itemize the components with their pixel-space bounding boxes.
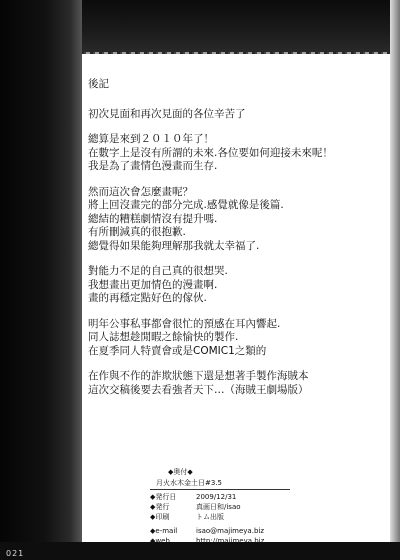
colophon-row-web — [150, 536, 290, 546]
colophon-title: ◆奥付◆ — [168, 468, 193, 476]
text-line: 將上回沒畫完的部分完成.感覺就像是後篇. — [88, 199, 284, 211]
paragraph-4 — [88, 265, 388, 306]
paragraph-5 — [88, 318, 388, 359]
paragraph-2 — [88, 133, 388, 174]
afterword-heading: 後記 — [88, 78, 109, 90]
text-line: 總覺得如果能夠理解那我就太幸福了. — [88, 239, 260, 252]
colophon-key: ◆発行日 — [150, 493, 177, 501]
text-line: 在作與不作的詐欺狀態下還是想著手製作海賊本 — [88, 370, 309, 382]
colophon-value: 2009/12/31 — [196, 493, 237, 501]
colophon-value: http://majimeya.biz — [196, 537, 265, 545]
colophon-row-printer — [150, 512, 290, 522]
text-line: 同人誌想趁閒暇之餘愉快的製作. — [88, 331, 239, 343]
text-line: 然而這次會怎麼畫呢？ — [88, 185, 193, 198]
paragraph-1 — [88, 108, 388, 122]
text-line: 初次見面和再次見面的各位辛苦了 — [88, 107, 246, 120]
text-line: 有所刪減真的很抱歉. — [88, 226, 186, 238]
text-line: 在數字上是沒有所謂的未來.各位要如何迎接未來呢！ — [88, 146, 333, 159]
colophon-key: ◆発行 — [150, 503, 170, 511]
colophon-series: 月火水木金土日#3.5 — [150, 478, 290, 490]
text-line: 畫的再穩定點好色的傢伙. — [88, 292, 207, 304]
text-line: 明年公事私事都會很忙的預感在耳內響起. — [88, 317, 281, 330]
text-line: 總結的糟糕劇情沒有提升嗎. — [88, 212, 218, 225]
text-line: 對能力不足的自己真的很想哭. — [88, 265, 228, 277]
paragraph-3 — [88, 186, 388, 254]
colophon — [150, 467, 290, 559]
afterword-text — [88, 78, 388, 409]
right-edge-border — [390, 0, 400, 560]
colophon-row-publisher — [150, 502, 290, 512]
colophon-row-email — [150, 526, 290, 536]
text-line: 總算是來到２０１０年了！ — [88, 133, 214, 145]
colophon-row-date — [150, 492, 290, 502]
colophon-footer: 禁無断転載・複製 — [168, 550, 217, 557]
left-dark-border — [0, 0, 82, 560]
page-number: 021 — [6, 549, 25, 558]
text-line: 這次交稿後要去看強者天下…（海賊王劇場版） — [88, 383, 309, 396]
colophon-value: isao@majimeya.biz — [196, 527, 265, 535]
text-line: 在夏季同人特賣會或是COMIC1之類的 — [88, 344, 267, 357]
colophon-key: ◆web — [150, 537, 170, 545]
colophon-key: ◆e-mail — [150, 527, 178, 535]
colophon-value: 真画日和/isao — [196, 503, 241, 511]
colophon-key: ◆印刷 — [150, 513, 170, 521]
paragraph-6 — [88, 370, 388, 397]
text-line: 我是為了畫情色漫畫而生存. — [88, 160, 218, 172]
text-line: 我想畫出更加情色的漫畫啊. — [88, 278, 218, 291]
colophon-value: トム出版 — [196, 513, 224, 521]
